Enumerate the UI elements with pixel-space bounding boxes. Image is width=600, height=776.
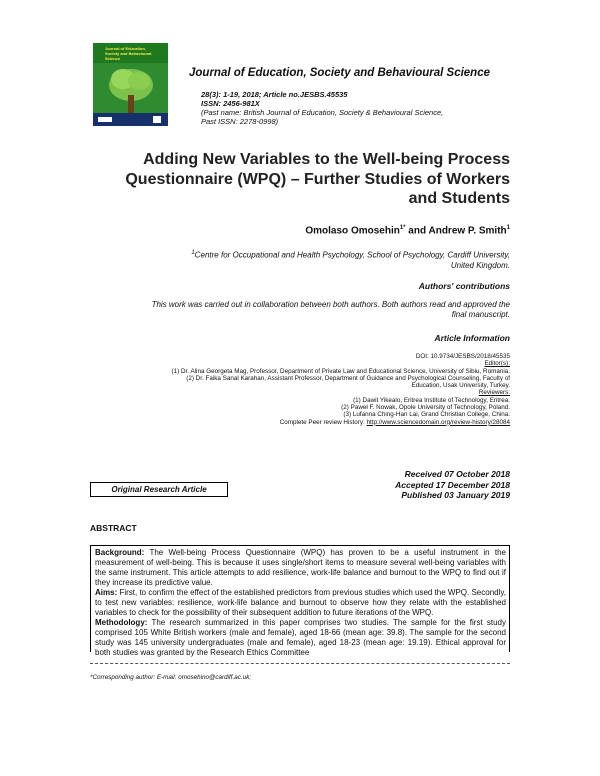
author-1: Omolaso Omosehin (305, 225, 400, 237)
past-name: (Past name: British Journal of Education, Society & Behavioural Science, (201, 108, 444, 117)
author-and: and (405, 225, 429, 237)
past-issn: Past ISSN: 2278-0998) (201, 117, 279, 126)
journal-name: Journal of Education, Society and Behavioural Science (189, 67, 490, 79)
article-type-box: Original Research Article (90, 482, 228, 497)
affiliation-line-2: United Kingdom. (450, 260, 510, 270)
issn: ISSN: 2456-981X (201, 99, 260, 108)
corresponding-author-footnote: *Corresponding author: E-mail: omosehino@cardiff.ac.uk; (90, 674, 252, 681)
author-2-sup: 1 (506, 225, 510, 231)
background-label: Background: (95, 548, 145, 557)
title-line-3: and Students (408, 190, 510, 207)
published-date: Published 03 January 2019 (401, 490, 510, 500)
doi: DOI: 10.9734/JESBS/2018/45535 (415, 353, 510, 360)
paper-title (100, 150, 510, 209)
contributions-line-1: This work was carried out in collaboration between both authors. Both authors read and approved the (151, 300, 510, 309)
article-info (100, 353, 510, 426)
author-2: Andrew P. Smith (428, 225, 507, 237)
contributions-text (90, 300, 510, 320)
journal-meta (201, 90, 443, 126)
affiliation (130, 248, 510, 271)
abstract-aims (95, 588, 506, 618)
history-label: Complete Peer review History: (279, 418, 367, 426)
article-info-heading: Article Information (434, 333, 510, 343)
abstract-methodology (95, 618, 506, 658)
journal-cover-image (93, 43, 168, 126)
author-1-sup: 1* (399, 225, 406, 231)
publication-dates (300, 469, 510, 501)
methodology-text: The research summarized in this paper comprises two studies. The sample for the first study comprised 105 White British workers (male and female), aged 18-66 (mean age: 39.8). The sample for the second study was 145 university undergraduates (male and female), aged 18-23 (mean age: 19.19). Ethical approval for both studies was granted by the Research Ethics Committee (95, 618, 506, 657)
abstract-background (95, 548, 506, 588)
review-history-link[interactable]: http://www.sciencedomain.org/review-history/28084 (366, 418, 510, 426)
aims-label: Aims: (95, 588, 118, 597)
reviewer-2: (2) Paweł F. Nowak, Opole University of Technology, Poland. (341, 404, 510, 412)
editor-2b: Education, Usak University, Turkey. (411, 382, 510, 390)
title-line-1: Adding New Variables to the Well-being Process (143, 151, 510, 168)
accepted-date: Accepted 17 December 2018 (395, 479, 510, 490)
author-list (100, 225, 510, 236)
contributions-heading: Authors' contributions (418, 281, 510, 291)
methodology-label: Methodology: (95, 618, 148, 627)
affiliation-line-1: Centre for Occupational and Health Psychology, School of Psychology, Cardiff University, (194, 250, 510, 260)
reviewer-1: (1) Dawit Yikealo, Eritrea Institute of Technology, Eritrea. (353, 396, 510, 404)
editors-label: Editor(s): (484, 360, 510, 368)
footnote-divider (90, 663, 510, 664)
title-line-2: Questionnaire (WPQ) – Further Studies of Workers (125, 170, 510, 188)
received-date: Received 07 October 2018 (404, 469, 510, 479)
contributions-line-2: final manuscript. (451, 310, 510, 319)
reviewer-3: (3) Lufanna Ching-Han Lai, Grand Christian College, China. (343, 411, 510, 419)
editor-2a: (2) Dr. Faika Sanal Karahan, Assistant Professor, Department of Guidance and Psychological Counseling, Faculty of (186, 374, 510, 382)
abstract-box (90, 545, 510, 657)
cover-label: Journal of Education, Society and Behavioural Science (105, 46, 152, 61)
reviewers-label: Reviewers: (478, 389, 510, 397)
aims-text: First, to confirm the effect of the established predictors from previous studies which used the WPQ. Secondly, to test new variables: resilience, work-life balance and burnout to observe how they relate with the established variables to check for the possibility of their subsequent addition to future iterations of the WPQ. (95, 588, 507, 617)
affiliation-sup: 1 (191, 250, 195, 256)
citation: 28(3): 1-19, 2018; Article no.JESBS.45535 (201, 90, 348, 99)
editor-1: (1) Dr. Alina Georgeta Mag, Professor, Department of Private Law and Educational Science, University of Sibiu, Romania. (171, 367, 510, 375)
background-text: The Well-being Process Questionnaire (WPQ) has proven to be a useful instrument in the measurement of well-being. This is because it uses single/short items to measure several well-being variables with the same instrument. This article attempts to add resilience, work-life balance and burnout to the WPQ to find out if they increase its predictive value. (95, 548, 506, 587)
abstract-heading: ABSTRACT (90, 523, 137, 533)
